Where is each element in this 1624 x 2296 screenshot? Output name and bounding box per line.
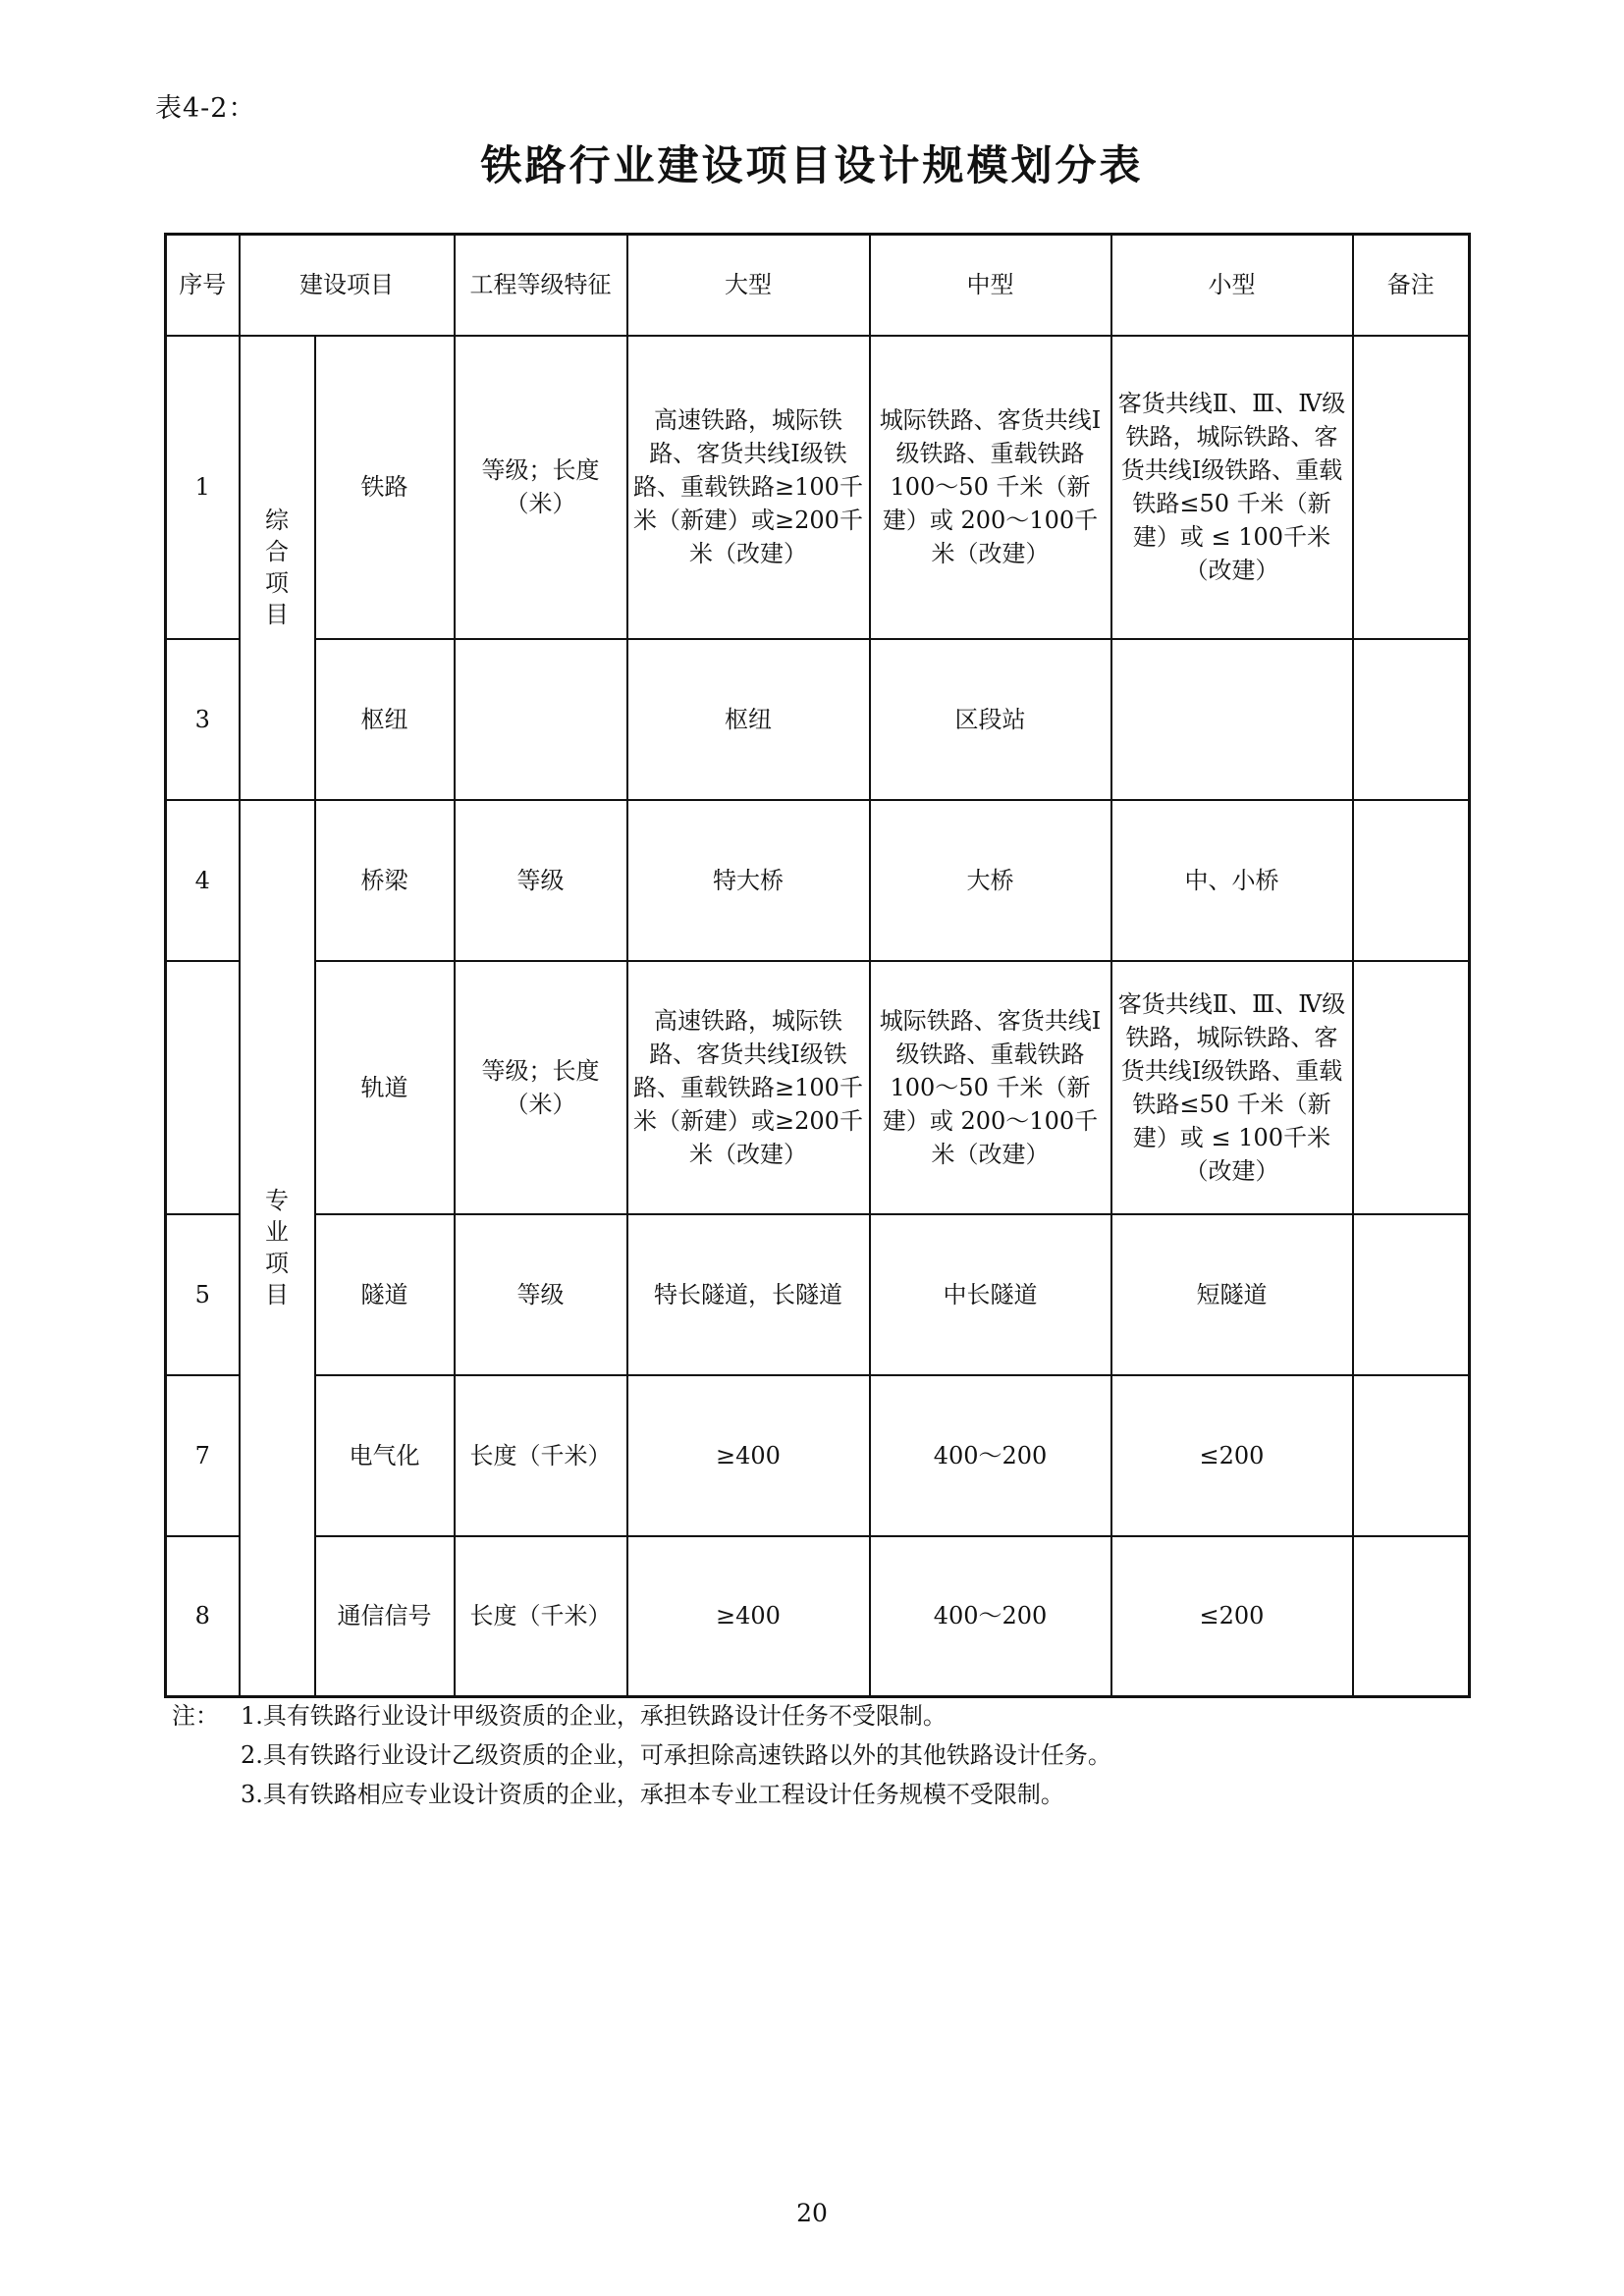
- row-name: 电气化: [315, 1375, 455, 1536]
- row-feature: 长度（千米）: [455, 1375, 627, 1536]
- footnote-item: [172, 1696, 1111, 1735]
- row-name: 桥梁: [315, 800, 455, 961]
- row-large: 枢纽: [627, 639, 870, 800]
- table-label: 表4-2：: [155, 93, 256, 124]
- header-small: 小型: [1111, 235, 1353, 336]
- header-row: [166, 235, 1470, 336]
- row-remark: [1353, 336, 1470, 639]
- footnotes: [172, 1696, 1111, 1814]
- row-name: 隧道: [315, 1214, 455, 1375]
- row-small: 中、小桥: [1111, 800, 1353, 961]
- group-specialized-label: 专业项目: [264, 1186, 289, 1308]
- row-small: 客货共线Ⅱ、Ⅲ、Ⅳ级铁路，城际铁路、客货共线Ⅰ级铁路、重载铁路≤50 千米（新建）或 ≤ 100千米（改建）: [1111, 961, 1353, 1214]
- page-number: 20: [796, 2199, 828, 2227]
- row-small: 客货共线Ⅱ、Ⅲ、Ⅳ级铁路，城际铁路、客货共线Ⅰ级铁路、重载铁路≤50 千米（新建）或 ≤ 100千米（改建）: [1111, 336, 1353, 639]
- row-remark: [1353, 1214, 1470, 1375]
- row-feature: 等级: [455, 1214, 627, 1375]
- row-large: ≥400: [627, 1375, 870, 1536]
- row-seq: [166, 961, 240, 1214]
- table-row: [166, 639, 1470, 800]
- table-row: [166, 336, 1470, 639]
- header-large: 大型: [627, 235, 870, 336]
- row-feature: [455, 639, 627, 800]
- group-comprehensive: [240, 336, 315, 800]
- row-medium: 400～200: [870, 1375, 1111, 1536]
- row-feature: 长度（千米）: [455, 1536, 627, 1697]
- row-remark: [1353, 800, 1470, 961]
- table-row: [166, 1375, 1470, 1536]
- header-medium: 中型: [870, 235, 1111, 336]
- table-row: [166, 1214, 1470, 1375]
- footnote-item: [172, 1775, 1111, 1814]
- row-feature: 等级: [455, 800, 627, 961]
- row-large: 特长隧道，长隧道: [627, 1214, 870, 1375]
- document-title: 铁路行业建设项目设计规模划分表: [480, 141, 1144, 189]
- row-seq: 1: [166, 336, 240, 639]
- row-remark: [1353, 961, 1470, 1214]
- row-small: ≤200: [1111, 1375, 1353, 1536]
- row-name: 枢纽: [315, 639, 455, 800]
- row-seq: 7: [166, 1375, 240, 1536]
- row-small: 短隧道: [1111, 1214, 1353, 1375]
- row-remark: [1353, 1536, 1470, 1697]
- table-row: [166, 1536, 1470, 1697]
- row-large: 高速铁路，城际铁路、客货共线Ⅰ级铁路、重载铁路≥100千米（新建）或≥200千米（改建）: [627, 336, 870, 639]
- group-specialized: [240, 800, 315, 1697]
- row-medium: 城际铁路、客货共线Ⅰ级铁路、重载铁路100～50 千米（新建）或 200～100千米（改建）: [870, 961, 1111, 1214]
- row-medium: 城际铁路、客货共线Ⅰ级铁路、重载铁路100～50 千米（新建）或 200～100千米（改建）: [870, 336, 1111, 639]
- row-feature: 等级；长度（米）: [455, 961, 627, 1214]
- row-seq: 3: [166, 639, 240, 800]
- header-feature: 工程等级特征: [455, 235, 627, 336]
- row-feature: 等级；长度（米）: [455, 336, 627, 639]
- group-comprehensive-label: 综合项目: [264, 506, 289, 628]
- row-name: 铁路: [315, 336, 455, 639]
- row-medium: 中长隧道: [870, 1214, 1111, 1375]
- row-seq: 8: [166, 1536, 240, 1697]
- table-row: [166, 961, 1470, 1214]
- row-remark: [1353, 639, 1470, 800]
- header-seq: 序号: [166, 235, 240, 336]
- design-scale-table: [164, 233, 1471, 1698]
- row-large: 特大桥: [627, 800, 870, 961]
- row-seq: 5: [166, 1214, 240, 1375]
- footnote-text: 1.具有铁路行业设计甲级资质的企业，承担铁路设计任务不受限制。: [241, 1702, 947, 1730]
- footnote-text: 3.具有铁路相应专业设计资质的企业，承担本专业工程设计任务规模不受限制。: [241, 1781, 1064, 1808]
- footnote-item: [172, 1735, 1111, 1775]
- row-name: 通信信号: [315, 1536, 455, 1697]
- row-small: [1111, 639, 1353, 800]
- footnote-text: 2.具有铁路行业设计乙级资质的企业，可承担除高速铁路以外的其他铁路设计任务。: [241, 1741, 1111, 1769]
- row-small: ≤200: [1111, 1536, 1353, 1697]
- row-seq: 4: [166, 800, 240, 961]
- table-row: [166, 800, 1470, 961]
- row-large: 高速铁路，城际铁路、客货共线Ⅰ级铁路、重载铁路≥100千米（新建）或≥200千米（改建）: [627, 961, 870, 1214]
- header-remark: 备注: [1353, 235, 1470, 336]
- row-medium: 400～200: [870, 1536, 1111, 1697]
- row-medium: 大桥: [870, 800, 1111, 961]
- row-large: ≥400: [627, 1536, 870, 1697]
- row-name: 轨道: [315, 961, 455, 1214]
- header-project: 建设项目: [240, 235, 455, 336]
- footnote-prefix: 注：: [172, 1702, 219, 1730]
- row-remark: [1353, 1375, 1470, 1536]
- row-medium: 区段站: [870, 639, 1111, 800]
